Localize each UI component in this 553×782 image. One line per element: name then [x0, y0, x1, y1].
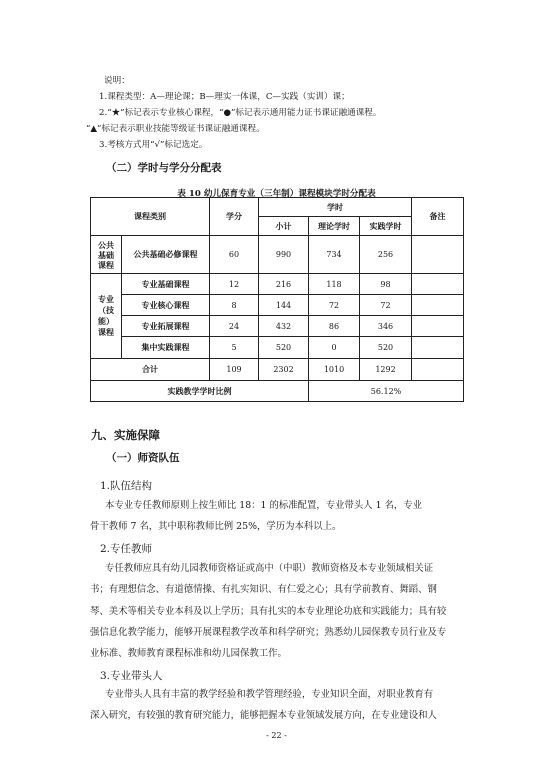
item-3-paragraph [90, 684, 485, 727]
item-2-title: 2.专任教师 [100, 543, 153, 555]
note-line-4: 3.考核方式用“√”标记选定。 [99, 140, 208, 150]
row-theory: 0 [309, 337, 360, 359]
table-row [91, 295, 464, 316]
paragraph-line: 琴、美术等相关专业本科及以上学历；具有扎实的本专业理论功底和实践能力；具有较 [90, 605, 447, 617]
header-credit: 学分 [210, 198, 259, 236]
row-practice: 72 [360, 295, 412, 316]
row-credit: 5 [210, 337, 259, 359]
paragraph-line: 强信息化教学能力，能够开展课程教学改革和科学研究；熟悉幼儿园保教专员行业及专 [90, 626, 447, 638]
paragraph-line: 本专业专任教师原则上按生师比 18：1 的标准配置，专业带头人 1 名，专业 [105, 500, 423, 511]
paragraph-line: 骨干教师 7 名，其中职称教师比例 25%，学历为本科以上。 [90, 521, 342, 533]
row-name: 专业核心课程 [122, 295, 210, 316]
ratio-label: 实践教学学时比例 [91, 381, 309, 402]
row-credit: 8 [210, 295, 259, 316]
row-credit: 60 [210, 236, 259, 274]
header-subtotal: 小计 [259, 217, 309, 236]
row-theory: 86 [309, 316, 360, 337]
table-row [91, 274, 464, 295]
total-credit: 109 [210, 359, 259, 381]
paragraph-line: 深入研究，有较强的教育研究能力，能够把握本专业领域发展方向，在专业建设和人 [90, 710, 437, 722]
row-subtotal: 990 [259, 236, 309, 274]
row-subtotal: 520 [259, 337, 309, 359]
item-1-title: 1.队伍结构 [100, 480, 153, 492]
note-line-3: “▲”标记表示职业技能等级证书课证融通课程。 [86, 124, 265, 134]
row-subtotal: 216 [259, 274, 309, 295]
row-name: 专业拓展课程 [122, 316, 210, 337]
paragraph-line: 专业带头人具有丰富的教学经验和教学管理经验，专业知识全面，对职业教育有 [105, 689, 434, 700]
paragraph-line: 专任教师应具有幼儿园教师资格证或高中（中职）教师资格及本专业领域相关证 [105, 563, 434, 574]
row-name: 公共基础必修课程 [122, 236, 210, 274]
page-number: - 22 - [266, 731, 287, 740]
module-hours-table [90, 197, 464, 402]
section-nine-heading: 九、实施保障 [91, 428, 160, 442]
row-remark [412, 274, 464, 295]
row-practice: 256 [360, 236, 412, 274]
note-line-1: 1.课程类型：A—理论课；B—理实一体课，C—实践（实训）课； [99, 92, 350, 102]
row-subtotal: 144 [259, 295, 309, 316]
row-theory: 734 [309, 236, 360, 274]
row-remark [412, 316, 464, 337]
note-line-2: 2.“★”标记表示专业核心课程，“●”标记表示通用能力证书课证融通课程。 [99, 108, 382, 118]
row-theory: 72 [309, 295, 360, 316]
table-row [91, 337, 464, 359]
row-name: 专业基础课程 [122, 274, 210, 295]
total-label: 合计 [91, 359, 210, 381]
total-practice: 1292 [360, 359, 412, 381]
row-practice: 520 [360, 337, 412, 359]
total-subtotal: 2302 [259, 359, 309, 381]
header-remark: 备注 [412, 198, 464, 236]
row-practice: 346 [360, 316, 412, 337]
table-row [91, 236, 464, 274]
table-row-total [91, 359, 464, 381]
row-credit: 12 [210, 274, 259, 295]
credit-section-heading: （二）学时与学分分配表 [106, 162, 222, 174]
group-public-cell: 公共基础课程 [91, 236, 122, 274]
row-subtotal: 432 [259, 316, 309, 337]
table-row [91, 316, 464, 337]
ratio-value: 56.12% [309, 381, 464, 402]
header-theory: 理论学时 [309, 217, 360, 236]
row-remark [412, 295, 464, 316]
table-row-ratio [91, 381, 464, 402]
item-3-title: 3.专业带头人 [100, 670, 163, 682]
group-major-cell: 专业（技能）课程 [91, 274, 122, 359]
header-hours: 学时 [259, 198, 412, 217]
item-1-paragraph [90, 495, 485, 538]
row-credit: 24 [210, 316, 259, 337]
paragraph-line: 业标准、教师教育课程标准和幼儿园保教工作。 [90, 648, 287, 660]
item-2-paragraph [90, 558, 485, 664]
total-remark [412, 359, 464, 381]
paragraph-line: 书；有理想信念、有道德情操、有扎实知识、有仁爱之心；具有学前教育、舞蹈、钢 [90, 584, 437, 596]
row-remark [412, 337, 464, 359]
header-category: 课程类别 [91, 198, 210, 236]
header-practice: 实践学时 [360, 217, 412, 236]
row-practice: 98 [360, 274, 412, 295]
total-theory: 1010 [309, 359, 360, 381]
notes-title: 说明： [104, 76, 130, 86]
row-theory: 118 [309, 274, 360, 295]
row-remark [412, 236, 464, 274]
row-name: 集中实践课程 [122, 337, 210, 359]
teacher-team-heading: （一）师资队伍 [106, 452, 180, 464]
table-caption: 表 10 幼儿保育专业（三年制）课程模块学时分配表 [177, 189, 376, 199]
